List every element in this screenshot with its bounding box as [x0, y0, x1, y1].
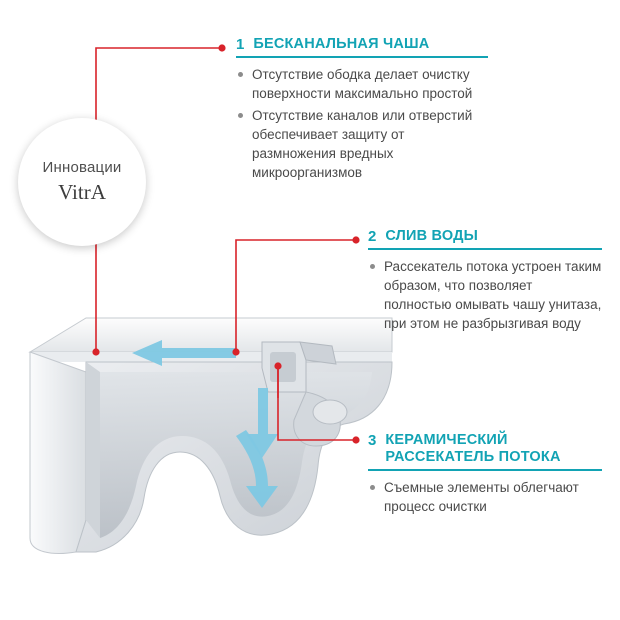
list-item: Съемные элементы облегчают процесс очистки [368, 478, 602, 516]
callout-3 [368, 432, 602, 519]
callout-3-title: КЕРАМИЧЕСКИЙ РАССЕКАТЕЛЬ ПОТОКА [385, 432, 561, 465]
list-item: Рассекатель потока устроен таким образом, что позволяет полностью омывать чашу унитаза, при этом не разбрызгивая воду [368, 257, 602, 333]
callout-3-list [368, 478, 602, 516]
leader-end-1 [218, 44, 225, 51]
callout-1 [236, 36, 488, 185]
list-item: Отсутствие ободка делает очистку поверхности максимально простой [236, 65, 488, 103]
callout-1-header [236, 36, 488, 58]
callout-3-number: 3 [368, 432, 377, 449]
leader-end-3 [352, 436, 359, 443]
anchor-dot-2 [232, 348, 239, 355]
list-item: Отсутствие каналов или отверстий обеспечивает защиту от размножения вредных микроорганизмов [236, 106, 488, 182]
brand-line-innovations: Инновации [42, 159, 122, 176]
callout-1-title: БЕСКАНАЛЬНАЯ ЧАША [253, 36, 430, 52]
callout-2-number: 2 [368, 228, 377, 245]
anchor-dot-3 [274, 362, 281, 369]
callout-2-title: СЛИВ ВОДЫ [385, 228, 479, 244]
brand-bubble [18, 118, 146, 246]
brand-line-vitra: VitrA [58, 180, 106, 204]
callout-2-list [368, 257, 602, 333]
callout-2 [368, 228, 602, 336]
callout-3-header [368, 432, 602, 471]
callout-2-header [368, 228, 602, 250]
leader-end-2 [352, 236, 359, 243]
anchor-dot-1 [92, 348, 99, 355]
callout-1-number: 1 [236, 36, 245, 53]
callout-1-list [236, 65, 488, 182]
